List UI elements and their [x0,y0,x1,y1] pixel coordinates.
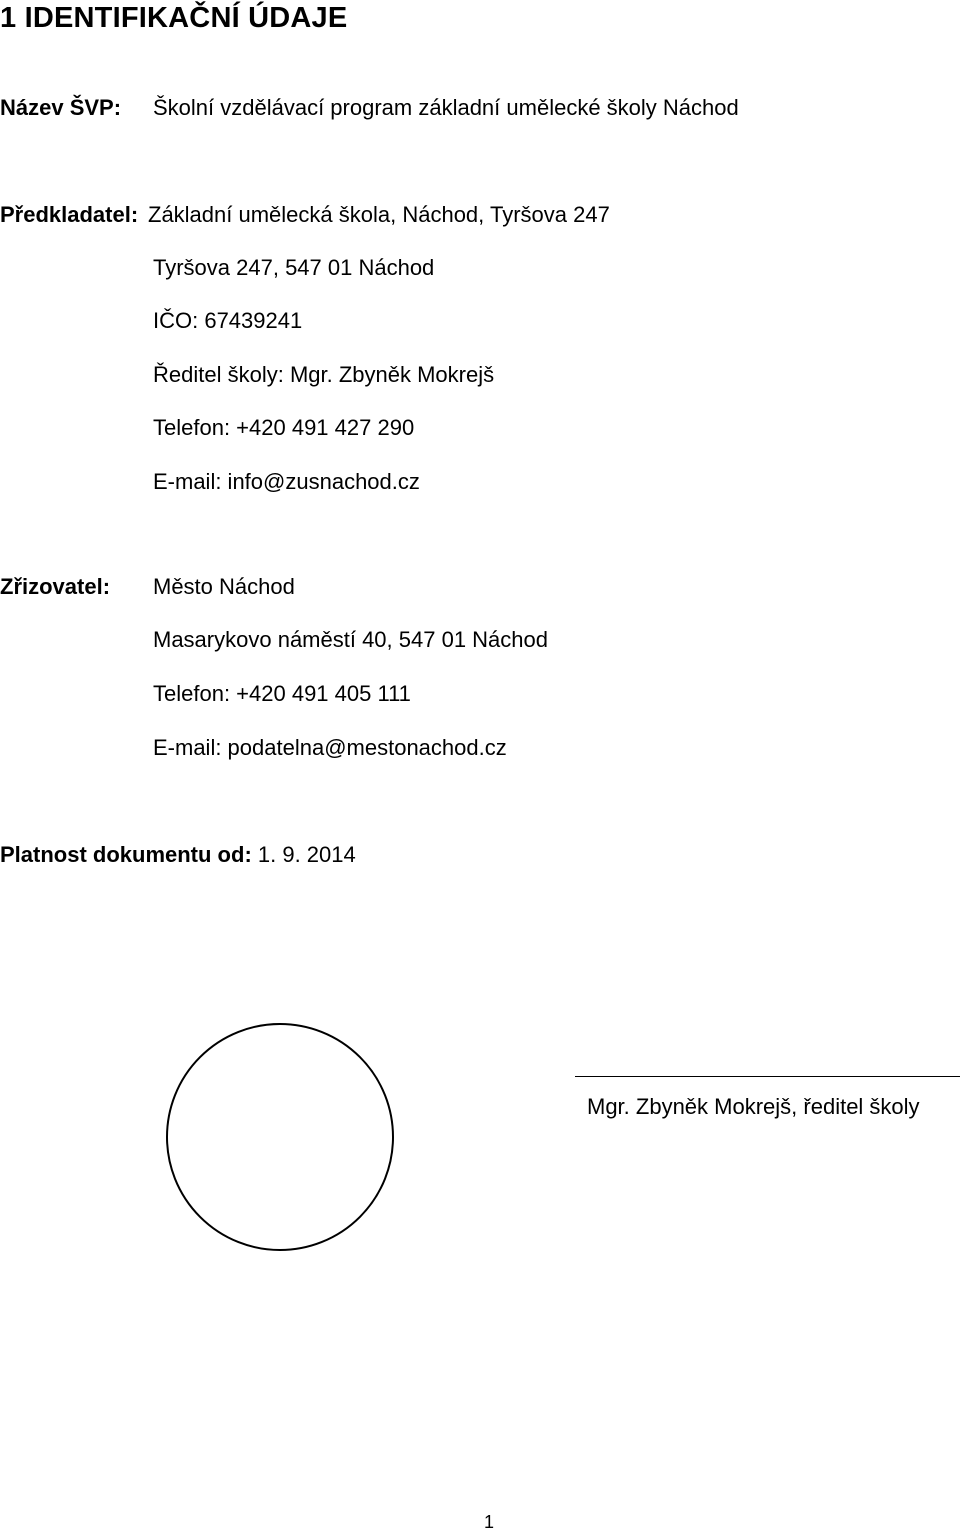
predkladatel-email: E-mail: info@zusnachod.cz [153,469,420,494]
predkladatel-name: Základní umělecká škola, Náchod, Tyršova 247 [148,202,610,227]
signature-text: Mgr. Zbyněk Mokrejš, ředitel školy [587,1094,920,1119]
predkladatel-ico: IČO: 67439241 [153,308,303,333]
zrizovatel-phone: Telefon: +420 491 405 111 [153,681,411,706]
signature-line [575,1076,960,1077]
validity-label: Platnost dokumentu od: [0,842,252,867]
zrizovatel-name: Město Náchod [153,574,295,599]
page-number: 1 [484,1512,495,1532]
predkladatel-label: Předkladatel: [0,202,139,227]
zrizovatel-address: Masarykovo náměstí 40, 547 01 Náchod [153,627,549,652]
predkladatel-phone: Telefon: +420 491 427 290 [153,415,415,440]
predkladatel-address: Tyršova 247, 547 01 Náchod [153,255,435,280]
section-heading: 1 IDENTIFIKAČNÍ ÚDAJE [0,2,348,34]
stamp-circle [165,1022,395,1252]
validity-line [0,842,356,868]
predkladatel-director: Ředitel školy: Mgr. Zbyněk Mokrejš [153,362,495,387]
svp-value: Školní vzdělávací program základní umělecké školy Náchod [153,95,739,120]
validity-date: 1. 9. 2014 [257,842,356,867]
zrizovatel-label: Zřizovatel: [0,574,111,599]
zrizovatel-email: E-mail: podatelna@mestonachod.cz [153,735,507,760]
svp-label: Název ŠVP: [0,95,122,120]
